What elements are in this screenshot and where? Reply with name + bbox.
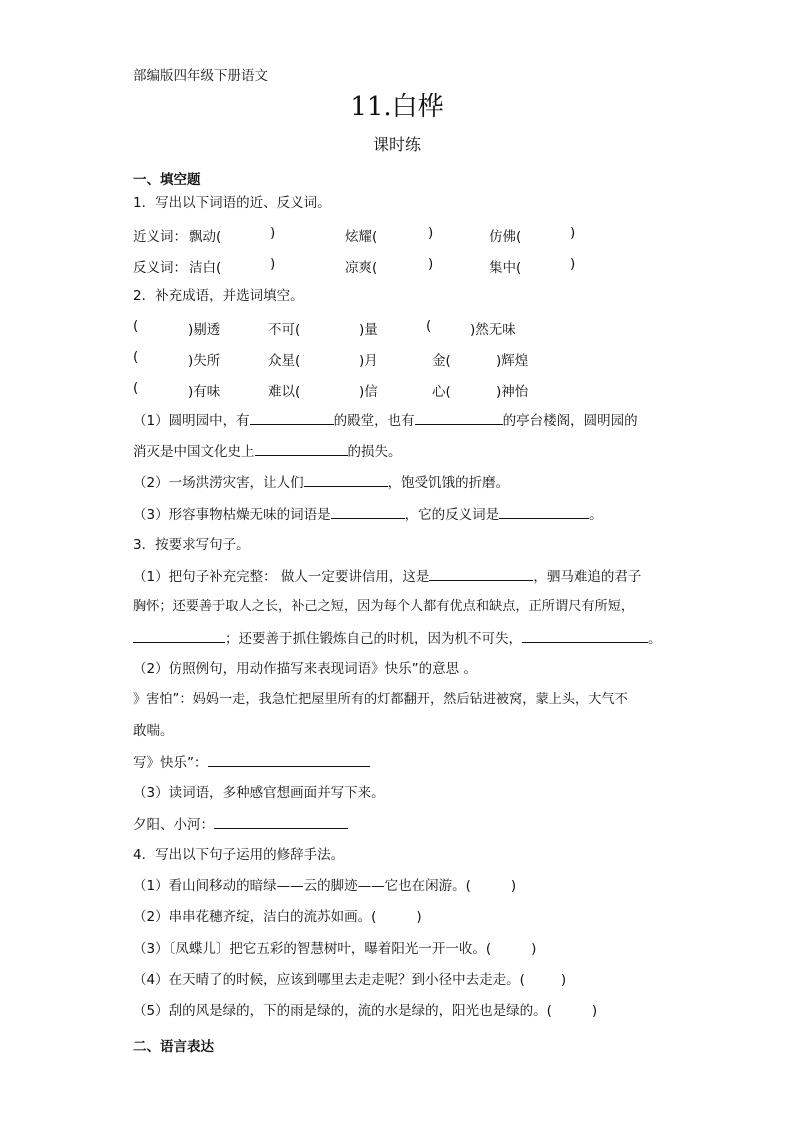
q2-r2-c1: ( [133, 349, 139, 365]
answer-blank[interactable] [429, 567, 533, 581]
q2-r2-c5: 金( [432, 353, 451, 369]
answer-blank[interactable] [331, 505, 405, 519]
q1-ant-3: 集中( [489, 260, 522, 276]
q2-s3-part-c: 。 [589, 507, 603, 523]
q4-item-3-text: （3）〔凤蝶儿〕把它五彩的智慧树叶，曝着阳光一开一收。( [133, 941, 492, 957]
q2-r2-c4: )月 [359, 353, 378, 369]
q4-item-5 [133, 1002, 597, 1020]
q1-syn-label: 近义词： [133, 229, 187, 245]
close-paren: ) [416, 909, 422, 925]
close-paren: ) [591, 1003, 598, 1019]
q1-syn-1: 飘动( [189, 229, 222, 245]
q2-r1-c5: ( [426, 318, 432, 334]
q1-ant-1-close: ) [270, 256, 276, 272]
answer-blank[interactable] [208, 753, 370, 767]
q3-p1-line3 [133, 629, 662, 648]
q3-p1-part-a: （1）把句子补充完整： 做人一定要讲信用，这是 [133, 569, 430, 585]
q3-example-line1: 》害怕”：妈妈一走，我急忙把屋里所有的灯都翻开，然后钻进被窝，蒙上头，大气不 [133, 692, 628, 707]
q1-ant-1: 洁白( [189, 260, 222, 276]
q2-r2-c3: 众星( [268, 353, 301, 369]
q3-p3: （3）读词语，多种感官想画面并写下来。 [133, 785, 385, 801]
q1-ant-2: 凉爽( [345, 260, 378, 276]
q1-syn-2: 炫耀( [345, 229, 378, 245]
q2-r1-c4: )量 [359, 322, 378, 338]
q3-p3-line [133, 815, 348, 834]
q3-p1-part-b: ，驷马难追的君子 [533, 569, 642, 585]
q2-sentence-2 [133, 473, 509, 492]
q2-r3-c3: 难以( [268, 384, 301, 400]
answer-blank[interactable] [133, 629, 225, 643]
grade-header: 部编版四年级下册语文 [133, 68, 268, 84]
q3-p2: （2）仿照例句，用动作描写来表现词语》快乐”的意思 。 [133, 661, 477, 677]
q2-r3-c4: )信 [359, 384, 378, 400]
q2-r2-c2: )失所 [188, 353, 221, 369]
q2-r3-c2: )有味 [188, 384, 221, 400]
q2-r1-c2: )剔透 [188, 322, 221, 338]
q2-s3-part-a: （3）形容事物枯燥无味的词语是 [133, 507, 331, 523]
close-paren: ) [531, 941, 537, 957]
close-paren: ) [560, 972, 567, 988]
section-fill-blank: 一、填空题 [133, 172, 201, 188]
q2-s1-part-d: 消灭是中国文化史上 [133, 444, 255, 460]
q3-p1-part-e: 。 [648, 631, 662, 647]
answer-blank[interactable] [304, 473, 388, 487]
q2-s1-part-c: 的亭台楼阁，圆明园的 [502, 413, 638, 429]
q4-item-1-text: （1）看山间移动的暗绿——云的脚迹——它也在闲游。( [133, 878, 471, 894]
q1-prompt: 1．写出以下词语的近、反义词。 [133, 195, 331, 211]
q4-item-2-text: （2）串串花穗齐绽，洁白的流苏如画。( [133, 909, 377, 925]
answer-blank[interactable] [214, 815, 348, 829]
q2-s2-part-a: （2）一场洪涝灾害，让人们 [133, 475, 304, 491]
q1-ant-label: 反义词： [133, 260, 187, 276]
q2-prompt: 2．补充成语，并选词填空。 [133, 288, 304, 304]
q2-s2-part-b: ，饱受饥饿的折磨。 [387, 475, 510, 491]
page-subtitle: 课时练 [372, 135, 421, 154]
answer-blank[interactable] [255, 442, 348, 456]
q1-ant-2-close: ) [428, 256, 434, 272]
q2-sentence-3 [133, 505, 603, 524]
q1-syn-2-close: ) [428, 225, 434, 241]
q2-s3-part-b: ，它的反义词是 [404, 507, 500, 523]
answer-blank[interactable] [522, 629, 648, 643]
section-language-expression: 二、语言表达 [133, 1039, 214, 1055]
q4-item-5-text: （5）刮的风是绿的，下的雨是绿的，流的水是绿的，阳光也是绿的。( [133, 1003, 552, 1019]
q4-prompt: 4．写出以下句子运用的修辞手法。 [133, 847, 345, 863]
q2-r3-c6: )神怡 [496, 384, 529, 400]
q3-p1-part-d: ；还要善于抓住锻炼自己的时机，因为机不可失， [225, 631, 522, 647]
q1-ant-3-close: ) [570, 256, 576, 272]
q2-r3-c5: 心( [432, 384, 451, 400]
q1-syn-1-close: ) [270, 225, 276, 241]
q2-r1-c1: ( [133, 318, 139, 334]
q2-sentence-1 [133, 411, 638, 430]
q2-s1-part-a: （1）圆明园中，有 [133, 413, 250, 429]
q2-s1-part-e: 的损失。 [347, 444, 402, 460]
q4-item-2 [133, 908, 422, 926]
page-title: 11.白桦 [350, 92, 444, 122]
q2-s1-part-b: 的殿堂，也有 [333, 413, 415, 429]
q3-p1-line1 [133, 567, 641, 586]
answer-blank[interactable] [499, 505, 589, 519]
answer-blank[interactable] [415, 411, 503, 425]
q4-item-1 [133, 877, 516, 895]
q1-syn-3: 仿佛( [489, 229, 522, 245]
q2-r1-c6: )然无味 [470, 322, 516, 338]
answer-blank[interactable] [250, 411, 334, 425]
q2-r2-c6: )辉煌 [496, 353, 529, 369]
q2-r3-c1: ( [133, 380, 139, 396]
q3-example-line2: 敢喘。 [133, 723, 174, 739]
close-paren: ) [510, 878, 517, 894]
q3-write-line [133, 753, 370, 772]
q4-item-4 [133, 971, 566, 989]
q4-item-4-text: （4）在天晴了的时候，应该到哪里去走走呢？到小径中去走走。( [133, 972, 525, 988]
q3-prompt: 3．按要求写句子。 [133, 537, 250, 553]
q1-syn-3-close: ) [570, 225, 576, 241]
q3-p3-label: 夕阳、小河： [133, 817, 214, 833]
q2-r1-c3: 不可( [268, 322, 301, 338]
q4-item-3 [133, 940, 536, 958]
q3-p1-line2: 胸怀；还要善于取人之长，补己之短，因为每个人都有优点和缺点，正所谓尺有所短， [133, 599, 635, 614]
q2-sentence-1-cont [133, 442, 402, 461]
q3-write-label: 写》快乐”： [133, 755, 208, 771]
